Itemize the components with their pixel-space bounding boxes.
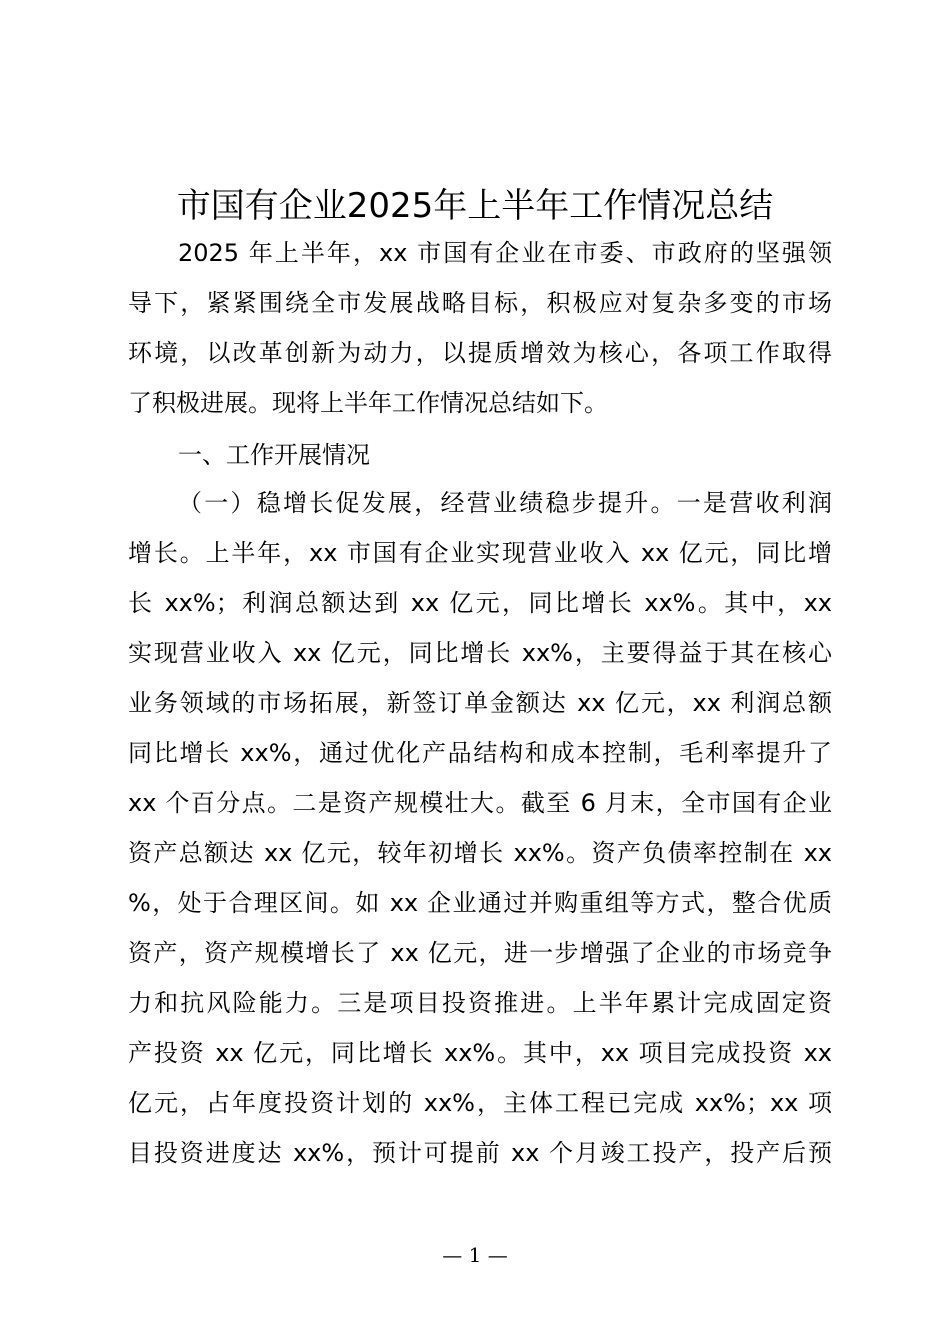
body-line: 同比增长 xx%，通过优化产品结构和成本控制，毛利率提升了 <box>128 739 832 767</box>
body-line: 力和抗风险能力。三是项目投资推进。上半年累计完成固定资 <box>128 989 832 1017</box>
intro-line: 了积极进展。现将上半年工作情况总结如下。 <box>128 389 608 417</box>
body-line: （一）稳增长促发展，经营业绩稳步提升。一是营收利润 <box>178 489 832 517</box>
section-heading: 一、工作开展情况 <box>178 441 370 469</box>
body-line: 资产，资产规模增长了 xx 亿元，进一步增强了企业的市场竞争 <box>128 939 832 967</box>
body-line: 目投资进度达 xx%，预计可提前 xx 个月竣工投产，投产后预 <box>128 1139 832 1167</box>
body-line: xx 个百分点。二是资产规模壮大。截至 6 月末，全市国有企业 <box>128 789 832 817</box>
body-line: 产投资 xx 亿元，同比增长 xx%。其中，xx 项目完成投资 xx <box>128 1039 832 1067</box>
body-line: 亿元，占年度投资计划的 xx%，主体工程已完成 xx%；xx 项 <box>128 1089 832 1117</box>
body-line: 实现营业收入 xx 亿元，同比增长 xx%，主要得益于其在核心 <box>128 639 832 667</box>
document-title: 市国有企业2025年上半年工作情况总结 <box>176 186 774 226</box>
intro-line: 环境，以改革创新为动力，以提质增效为核心，各项工作取得 <box>128 339 832 367</box>
body-line: 增长。上半年，xx 市国有企业实现营业收入 xx 亿元，同比增 <box>128 539 832 567</box>
body-line: %，处于合理区间。如 xx 企业通过并购重组等方式，整合优质 <box>128 889 832 917</box>
body-line: 资产总额达 xx 亿元，较年初增长 xx%。资产负债率控制在 xx <box>128 839 832 867</box>
body-line: 长 xx%；利润总额达到 xx 亿元，同比增长 xx%。其中，xx <box>128 589 832 617</box>
page-number: — 1 — <box>442 1243 508 1267</box>
intro-line: 导下，紧紧围绕全市发展战略目标，积极应对复杂多变的市场 <box>128 289 832 317</box>
body-line: 业务领域的市场拓展，新签订单金额达 xx 亿元，xx 利润总额 <box>128 689 832 717</box>
intro-line: 2025 年上半年，xx 市国有企业在市委、市政府的坚强领 <box>178 239 832 267</box>
